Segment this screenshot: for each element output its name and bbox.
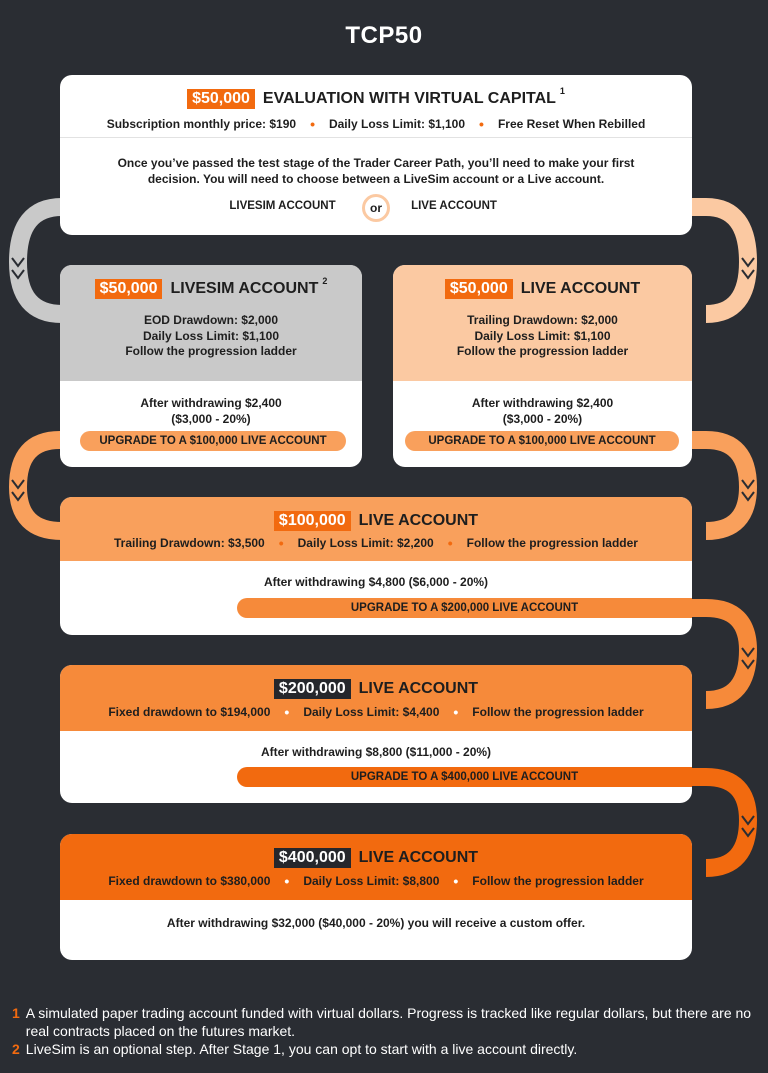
live50-heading: LIVE ACCOUNT (520, 280, 641, 297)
live200-spec-ladder: Follow the progression ladder (472, 705, 644, 719)
bullet-dot: • (310, 116, 315, 132)
choice-livesim[interactable]: LIVESIM ACCOUNT (229, 200, 336, 212)
live100-spec-daily-loss: Daily Loss Limit: $2,200 (297, 536, 434, 550)
live100-spec-drawdown: Trailing Drawdown: $3,500 (114, 536, 265, 550)
live50-spec-daily-loss: Daily Loss Limit: $1,100 (474, 328, 611, 343)
live400-withdraw: After withdrawing $32,000 ($40,000 - 20%) you will receive a custom offer. (166, 916, 586, 930)
bullet-dot: • (278, 535, 284, 551)
footnote-number: 1 (12, 1005, 20, 1021)
live50-upgrade-button[interactable]: UPGRADE TO A $100,000 LIVE ACCOUNT (405, 431, 679, 451)
live200-spec-drawdown: Fixed drawdown to $194,000 (108, 705, 271, 719)
bullet-dot: • (284, 873, 290, 889)
choice-or-text: or (370, 201, 382, 215)
footnotes (12, 1004, 752, 1058)
spec-reset: Free Reset When Rebilled (497, 117, 646, 131)
live50-amount: $50,000 (445, 279, 513, 299)
live100-spec-ladder: Follow the progression ladder (466, 536, 638, 550)
footnote-text: A simulated paper trading account funded with virtual dollars. Progress is tracked like regular dollars, but there are no real contracts placed on the futures market. (25, 1005, 752, 1039)
bullet-dot: • (447, 535, 453, 551)
live50-spec-ladder: Follow the progression ladder (456, 344, 629, 358)
livesim-upgrade-button[interactable]: UPGRADE TO A $100,000 LIVE ACCOUNT (80, 431, 346, 451)
live50-withdraw-calc: ($3,000 - 20%) (502, 411, 583, 426)
livesim-spec-drawdown: EOD Drawdown: $2,000 (143, 313, 279, 327)
live400-amount: $400,000 (274, 848, 351, 868)
live200-spec-daily-loss: Daily Loss Limit: $4,400 (303, 705, 440, 719)
livesim-spec-ladder: Follow the progression ladder (125, 344, 297, 358)
choice-live[interactable]: LIVE ACCOUNT (411, 200, 497, 212)
connector-to-400k (690, 777, 748, 868)
bullet-dot: • (453, 873, 459, 889)
live200-heading: LIVE ACCOUNT (358, 680, 479, 697)
evaluation-heading: EVALUATION WITH VIRTUAL CAPITAL (262, 90, 556, 107)
footnote-ref: 1 (559, 86, 565, 96)
live200-withdraw: After withdrawing $8,800 ($11,000 - 20%) (260, 745, 492, 759)
evaluation-amount: $50,000 (187, 89, 255, 109)
livesim-amount: $50,000 (95, 279, 163, 299)
live400-spec-daily-loss: Daily Loss Limit: $8,800 (303, 874, 440, 888)
livesim-heading: LIVESIM ACCOUNT (170, 280, 319, 297)
bullet-dot: • (284, 704, 290, 720)
live100-amount: $100,000 (274, 511, 351, 531)
footnote-2 (12, 1040, 752, 1058)
live400-card (60, 834, 692, 960)
footnote-number: 2 (12, 1041, 20, 1057)
live100-heading: LIVE ACCOUNT (358, 512, 479, 529)
connector-to-200k (690, 608, 748, 700)
livesim-withdraw: After withdrawing $2,400 (140, 396, 282, 410)
live100-upgrade-button[interactable]: UPGRADE TO A $200,000 LIVE ACCOUNT (237, 598, 692, 618)
live200-upgrade-button[interactable]: UPGRADE TO A $400,000 LIVE ACCOUNT (237, 767, 692, 787)
live400-spec-ladder: Follow the progression ladder (472, 874, 644, 888)
live400-spec-drawdown: Fixed drawdown to $380,000 (108, 874, 271, 888)
live50-spec-drawdown: Trailing Drawdown: $2,000 (467, 313, 618, 327)
spec-daily-loss: Daily Loss Limit: $1,100 (328, 117, 466, 131)
live50-withdraw: After withdrawing $2,400 (471, 396, 614, 410)
footnote-1 (12, 1004, 752, 1040)
spec-price: Subscription monthly price: $190 (106, 117, 297, 131)
livesim-spec-daily-loss: Daily Loss Limit: $1,100 (142, 328, 280, 343)
footnote-ref: 2 (322, 276, 328, 286)
footnote-text: LiveSim is an optional step. After Stage 1, you can opt to start with a live account directly. (25, 1041, 578, 1057)
livesim-withdraw-calc: ($3,000 - 20%) (171, 411, 251, 426)
live200-amount: $200,000 (274, 679, 351, 699)
live400-heading: LIVE ACCOUNT (358, 849, 479, 866)
evaluation-description: Once you’ve passed the test stage of the Trader Career Path, you’ll need to make your first decision. You will need to choose between a LiveSim account or a Live account. (117, 156, 635, 186)
live100-withdraw: After withdrawing $4,800 ($6,000 - 20%) (263, 575, 489, 589)
bullet-dot: • (453, 704, 459, 720)
page-title: TCP50 (345, 22, 423, 49)
choice-or-badge (362, 194, 390, 222)
bullet-dot: • (479, 116, 484, 132)
